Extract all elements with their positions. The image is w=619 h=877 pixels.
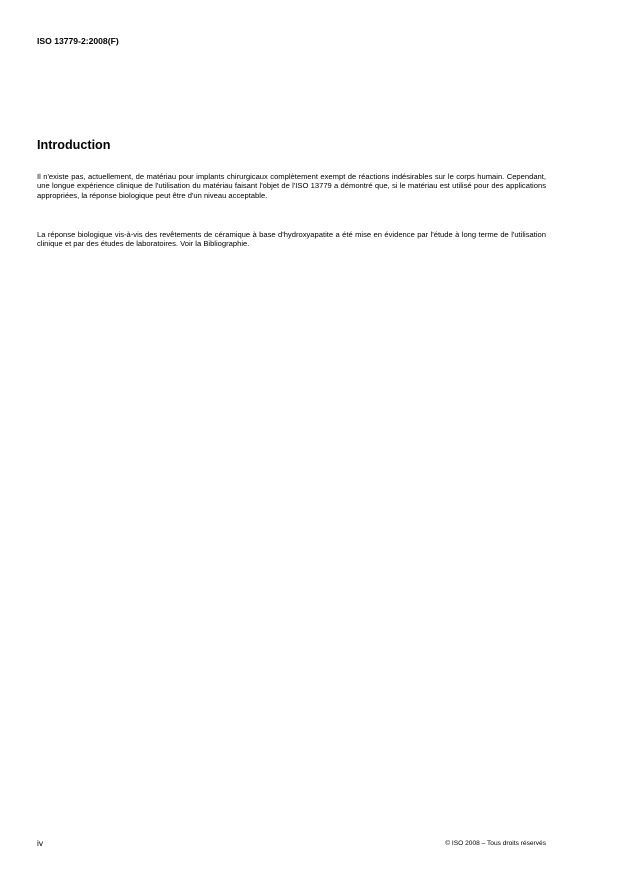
introduction-paragraph-2: La réponse biologique vis-à-vis des revêtements de céramique à base d'hydroxyapatite a été mise en évidence par l'étude à long terme de l'utilisation clinique et par des études de laboratoires. Voir la Bibliographie.: [37, 230, 546, 249]
section-title: Introduction: [37, 138, 111, 152]
document-id: ISO 13779-2:2008(F): [37, 36, 119, 46]
introduction-paragraph-1: Il n'existe pas, actuellement, de matériau pour implants chirurgicaux complètement exempt de réactions indésirables sur le corps humain. Cependant, une longue expérience clinique de l'utilisation du matériau faisant l'objet de l'ISO 13779 a démontré que, si le matériau est utilisé pour des applications appropriées, la réponse biologique peut être d'un niveau acceptable.: [37, 172, 546, 200]
page-number: iv: [37, 838, 44, 848]
copyright-notice: © ISO 2008 – Tous droits réservés: [445, 840, 546, 847]
